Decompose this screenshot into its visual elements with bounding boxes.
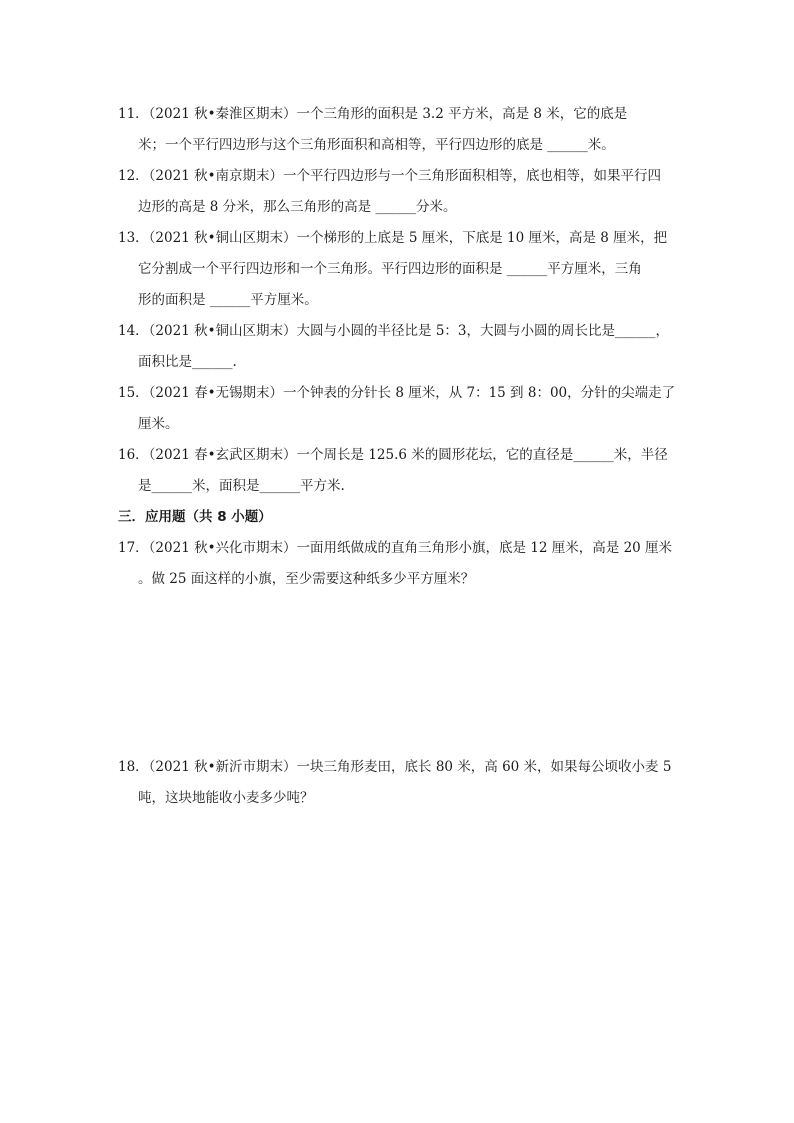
problem-text-line: 是______米，面积是______平方米.	[138, 478, 345, 494]
section-heading: 三．应用题（共 8 小题）	[118, 509, 272, 525]
problem-17	[118, 533, 678, 595]
problem-12	[118, 161, 678, 223]
problem-text-line: 14．（2021 秋•铜山区期末）大圆与小圆的半径比是 5：3，大圆与小圆的周长比是______，	[118, 323, 670, 339]
problem-text-line: 15．（2021 春•无锡期末）一个钟表的分针长 8 厘米，从 7：15 到 8：00，分针的尖端走了	[118, 385, 676, 401]
problem-16	[118, 440, 678, 502]
problem-text-line: 面积比是______.	[138, 354, 237, 370]
problem-text-line: 11．（2021 秋•秦淮区期末）一个三角形的面积是 3.2 平方米，高是 8 米，它的底是	[118, 106, 628, 122]
problem-text-line: 12．（2021 秋•南京期末）一个平行四边形与一个三角形面积相等，底也相等，如果平行四	[118, 168, 662, 184]
problem-18	[118, 752, 678, 814]
problem-text-line: 吨，这块地能收小麦多少吨？	[138, 790, 314, 806]
problem-text-line: 它分割成一个平行四边形和一个三角形。平行四边形的面积是 ______平方厘米，三角	[138, 261, 642, 277]
problem-14	[118, 316, 678, 378]
problem-text-line: 。做 25 面这样的小旗，至少需要这种纸多少平方厘米？	[138, 571, 475, 587]
problem-text-line: 形的面积是 ______平方厘米。	[138, 292, 318, 308]
page-content	[118, 99, 678, 814]
problem-text-line: 厘米。	[138, 416, 179, 432]
problem-11	[118, 99, 678, 161]
problem-13	[118, 223, 678, 316]
problem-text-line: 13．（2021 秋•铜山区期末）一个梯形的上底是 5 厘米，下底是 10 厘米，高是 8 厘米，把	[118, 230, 668, 246]
problem-text-line: 米；一个平行四边形与这个三角形面积和高相等，平行四边形的底是 ______米。	[138, 137, 615, 153]
problem-text-line: 边形的高是 8 分米，那么三角形的高是 ______分米。	[138, 199, 457, 215]
problem-text-line: 16．（2021 春•玄武区期末）一个周长是 125.6 米的圆形花坛，它的直径是______米，半径	[118, 447, 668, 463]
problem-15	[118, 378, 678, 440]
problem-text-line: 17．（2021 秋•兴化市期末）一面用纸做成的直角三角形小旗，底是 12 厘米，高是 20 厘米	[118, 540, 673, 556]
answer-space	[118, 595, 678, 752]
problem-text-line: 18．（2021 秋•新沂市期末）一块三角形麦田，底长 80 米，高 60 米，如果每公顷收小麦 5	[118, 759, 672, 775]
